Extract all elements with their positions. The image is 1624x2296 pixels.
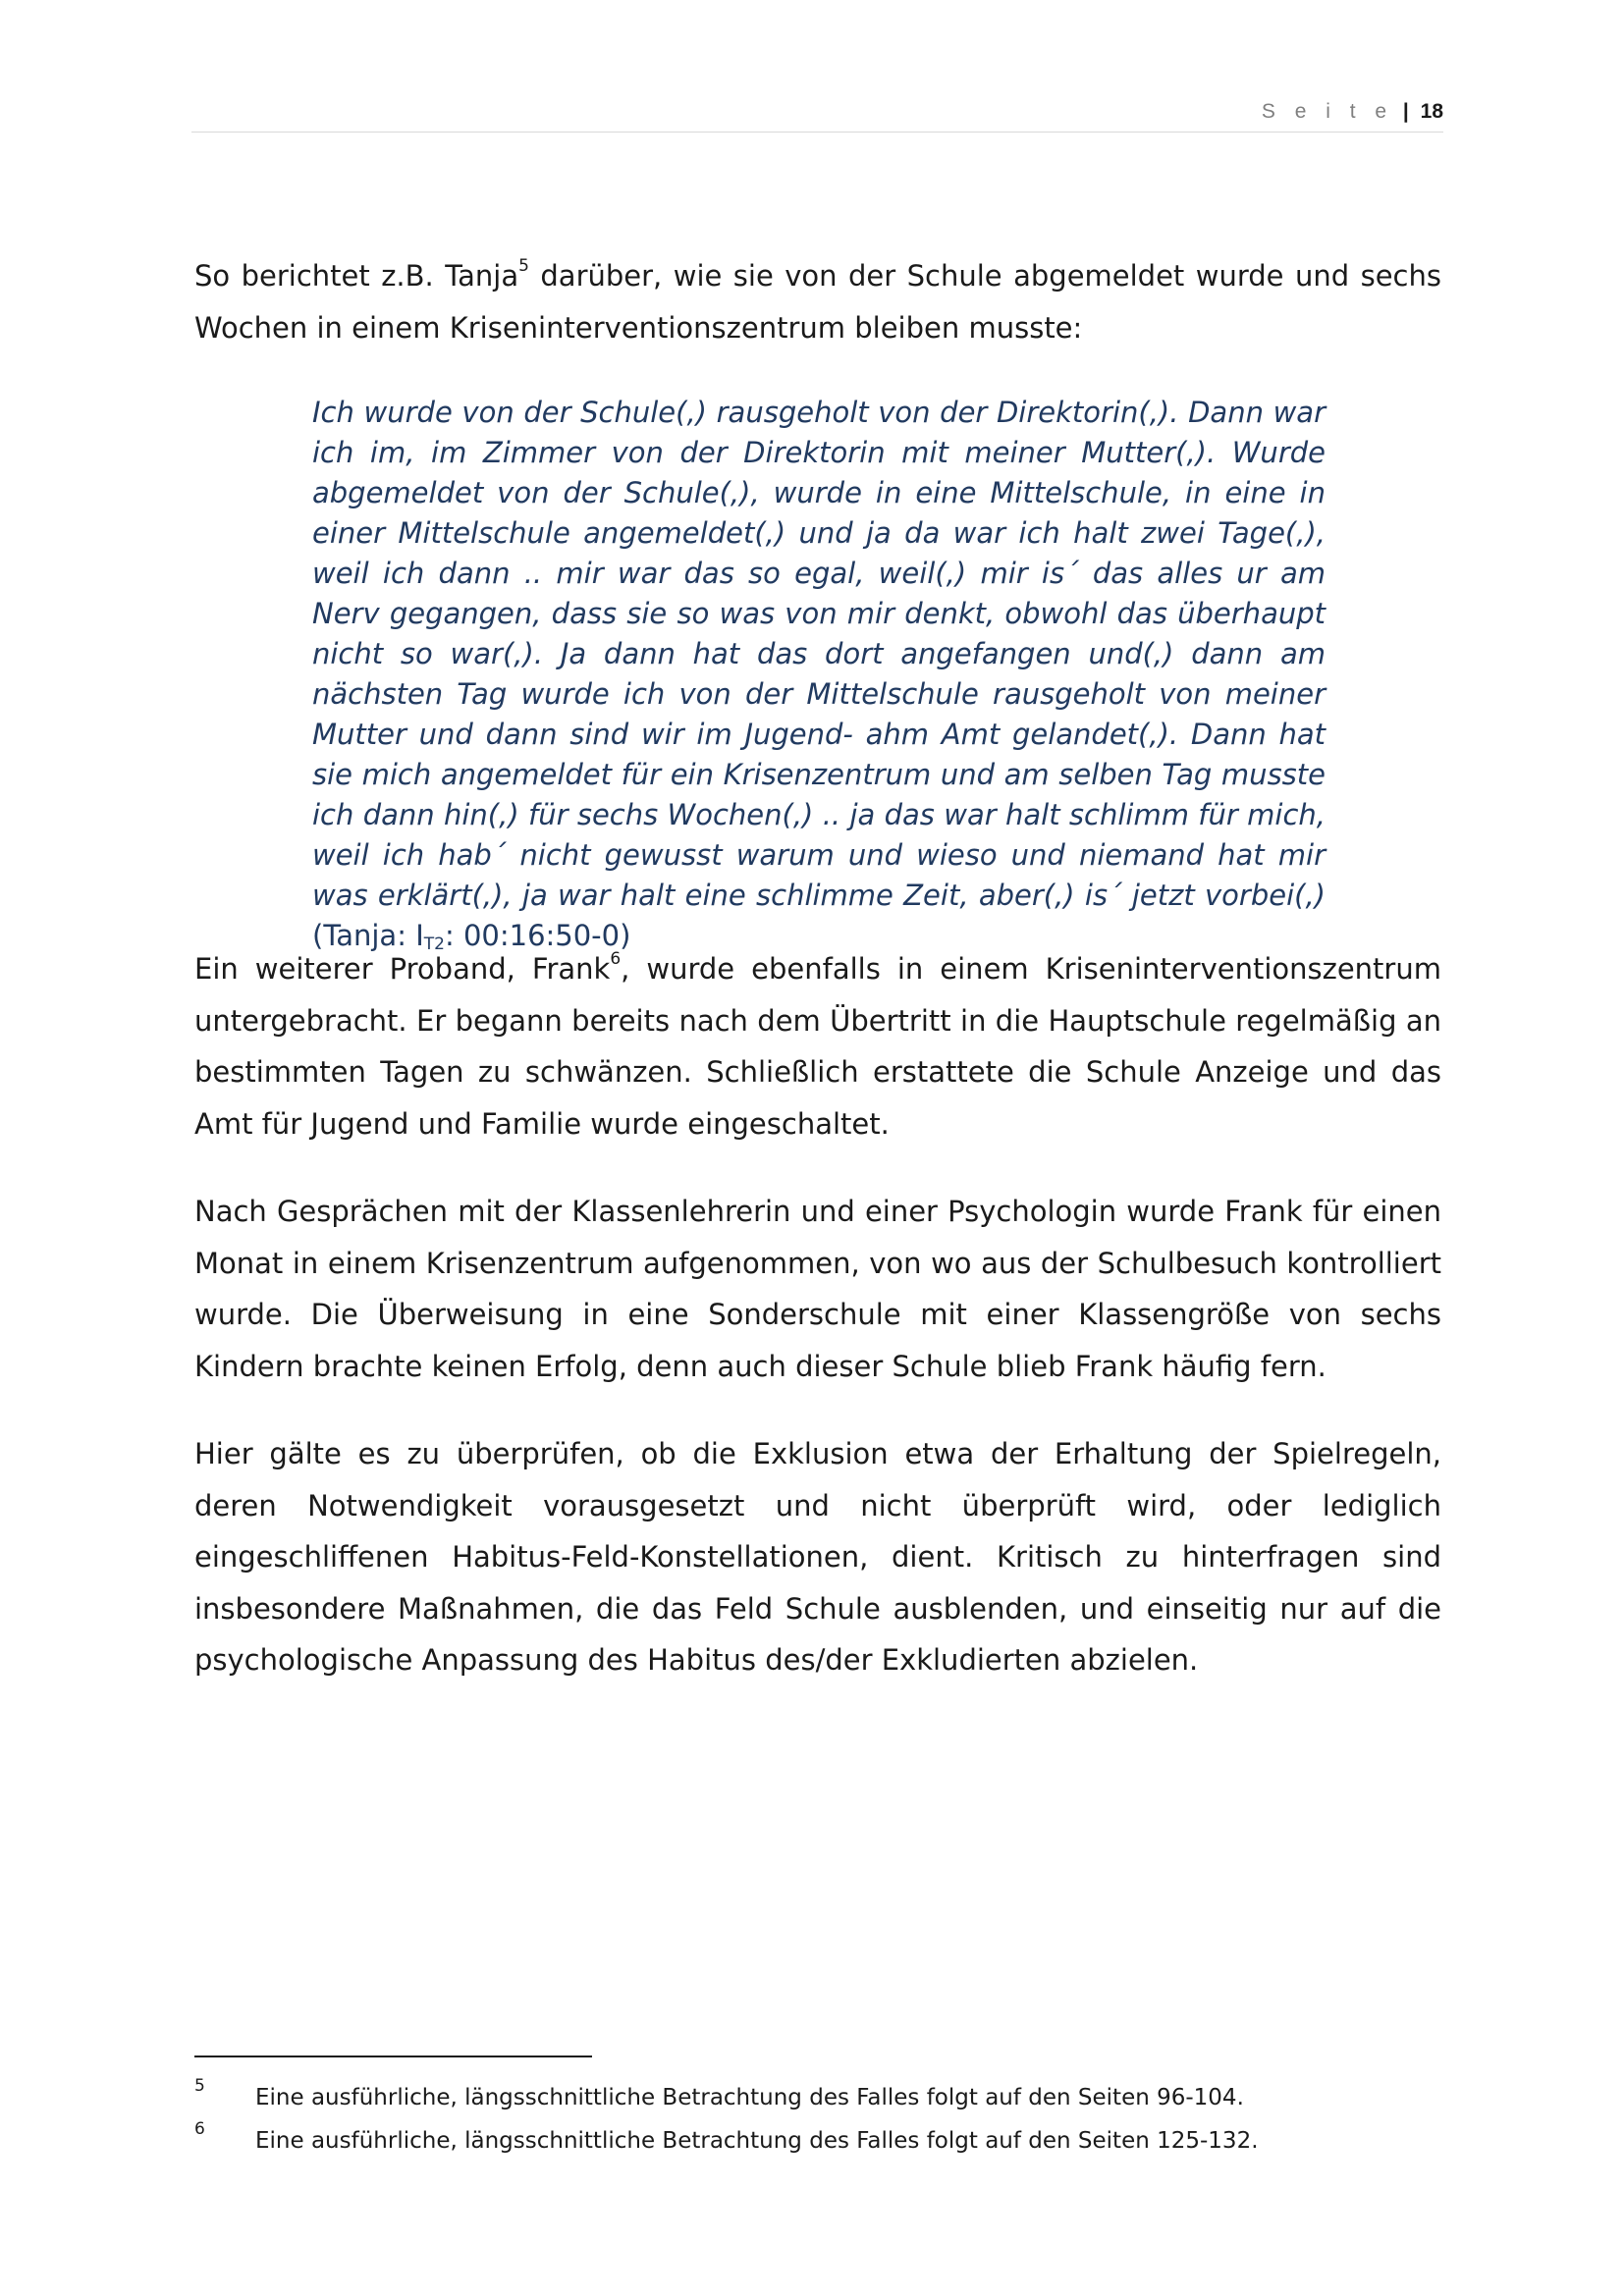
intro-paragraph (194, 250, 1441, 353)
page-label: S e i t e (1261, 100, 1394, 123)
quote-text: Ich wurde von der Schule(,) rausgeholt von der Direktorin(,). Dann war ich im, im Zimmer von der Direktorin mit meiner Mutter(,). Wurde abgemeldet von der Schule(,), wurde in eine Mittelschule, in eine in einer Mittelschule angemeldet(,) und ja da war ich halt zwei Tage(,), weil ich dann .. mir war das so egal, weil(,) mir is´ das alles ur am Nerv gegangen, dass sie so was von mir denkt, obwohl das überhaupt nicht so war(,). Ja dann hat das dort angefangen und(,) dann am nächsten Tag wurde ich von der Mittelschule rausgeholt von meiner Mutter und dann sind wir im Jugend- ahm Amt gelandet(,). Dann hat sie mich angemeldet für ein Krisenzentrum und am selben Tag musste ich dann hin(,) für sechs Wochen(,) .. ja das war halt schlimm für mich, weil ich hab´ nicht gewusst warum und wieso und niemand hat mir was erklärt(,), ja war halt eine schlimme Zeit, aber(,) is´ jetzt vorbei(,) (312, 396, 1326, 912)
quote-source-suffix: : 00:16:50-0) (444, 919, 631, 952)
header-separator: | (1402, 100, 1409, 123)
page-number-block (1262, 98, 1443, 126)
paragraph-frank (194, 943, 1441, 1149)
quote-source-prefix: (Tanja: I (312, 919, 424, 952)
footnote-number: 5 (194, 2076, 205, 2096)
paragraph-frank-start: Ein weiterer Proband, Frank (194, 952, 611, 986)
footnote-divider (194, 2056, 592, 2057)
intro-text-end: darüber, wie sie von der Schule abgemeldet wurde und sechs Wochen in einem Kriseninterventionszentrum bleiben musste: (194, 259, 1441, 345)
page-header (191, 98, 1443, 133)
quote-source-subscript: T2 (423, 934, 445, 954)
paragraph-krisenzentrum: Nach Gesprächen mit der Klassenlehrerin und einer Psychologin wurde Frank für einen Monat in einem Krisenzentrum aufgenommen, von wo aus der Schulbesuch kontrolliert wurde. Die Überweisung in eine Sonderschule mit einer Klassengröße von sechs Kindern brachte keinen Erfolg, denn auch dieser Schule blieb Frank häufig fern. (194, 1195, 1441, 1383)
footnote-text: Eine ausführliche, längsschnittliche Betrachtung des Falles folgt auf den Seiten 96-104. (255, 2085, 1244, 2110)
footnote-number: 6 (194, 2119, 205, 2139)
page-number: 18 (1420, 100, 1443, 123)
paragraph-frank-end: , wurde ebenfalls in einem Kriseninterventionszentrum untergebracht. Er begann bereits nach dem Übertritt in die Hauptschule regelmäßig an bestimmten Tagen zu schwänzen. Schließlich erstattete die Schule Anzeige und das Amt für Jugend und Familie wurde eingeschaltet. (194, 952, 1441, 1141)
footnote-ref-5[interactable]: 5 (518, 256, 529, 276)
paragraph-exklusion: Hier gälte es zu überprüfen, ob die Exklusion etwa der Erhaltung der Spielregeln, deren Notwendigkeit vorausgesetzt und nicht überprüft wird, oder lediglich eingeschliffenen Habitus-Feld-Konstellationen, dient. Kritisch zu hinterfragen sind insbesondere Maßnahmen, die das Feld Schule ausblenden, und einseitig nur auf die psychologische Anpassung des Habitus des/der Exkludierten abzielen. (194, 1437, 1441, 1677)
footnote-ref-6[interactable]: 6 (610, 949, 622, 969)
intro-text-start: So berichtet z.B. Tanja (194, 259, 519, 293)
footnote-text: Eine ausführliche, längsschnittliche Betrachtung des Falles folgt auf den Seiten 125-132. (255, 2128, 1259, 2154)
interview-quote (312, 393, 1326, 965)
